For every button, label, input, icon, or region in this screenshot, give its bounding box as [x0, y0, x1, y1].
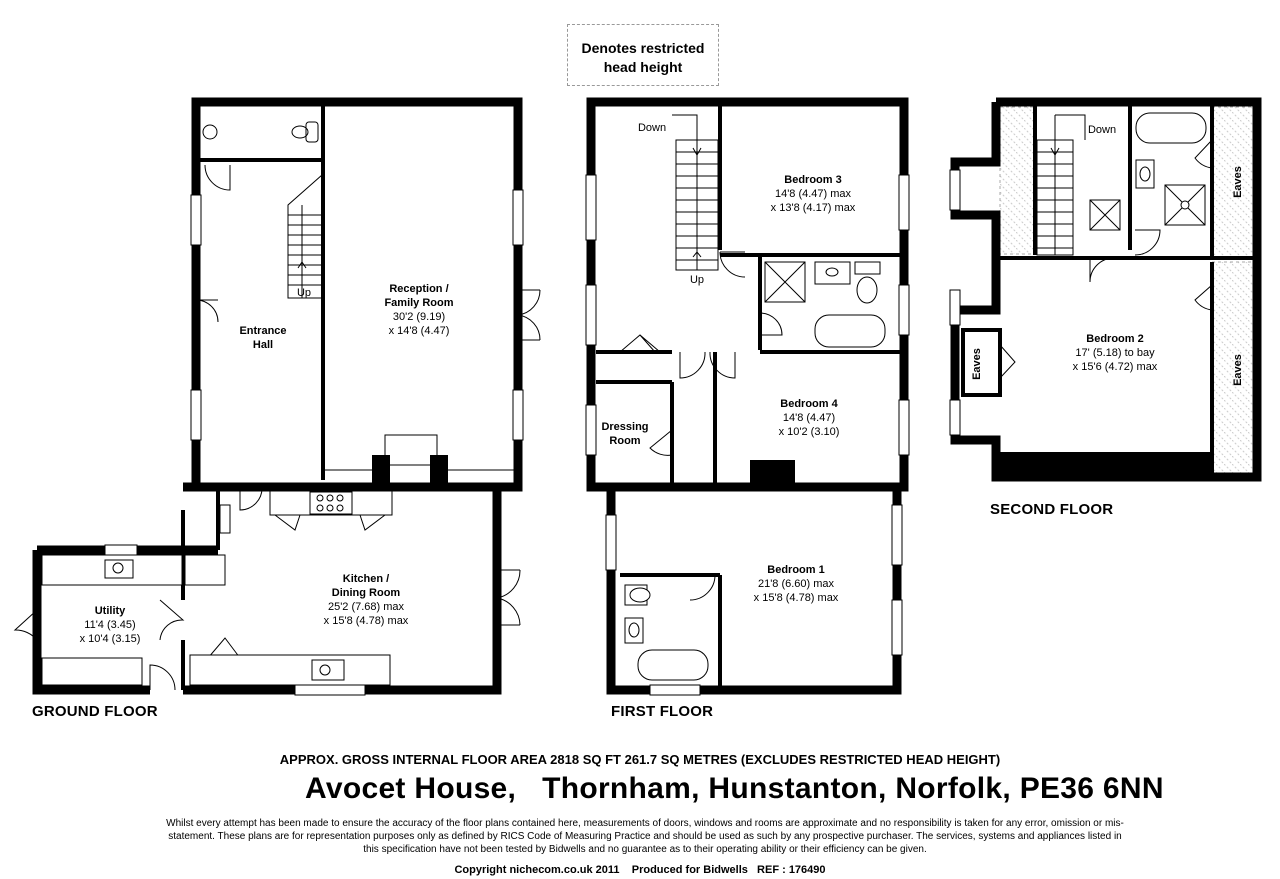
ground-stairs-up-label: Up [296, 287, 312, 299]
second-floor-label: SECOND FLOOR [990, 501, 1114, 518]
bedroom1-dim-2: x 15'8 (4.78) max [753, 592, 839, 604]
bedroom4-name: Bedroom 4 [780, 398, 838, 410]
first-stairs-up-label: Up [689, 274, 705, 286]
bedroom3-dim-1: 14'8 (4.47) max [774, 188, 852, 200]
utility-dim-2: x 10'4 (3.15) [79, 633, 141, 645]
entrance-hall-name-2: Hall [252, 339, 274, 351]
bedroom1-dim-1: 21'8 (6.60) max [757, 578, 835, 590]
disclaimer-text: Whilst every attempt has been made to ensure the accuracy of the floor plans contained here, measurements of doors, windows and rooms are approximate and no responsibility is taken for any error, omission or mis-statement. These plans are for representation purposes only as defined by RICS Code of Measuring Practice and should be used as such by any prospective purchaser. The services, systems and appliances listed in this specification have not been tested by Bidwells and no guarantee as to their operating ability or their efficiency can be given. [166, 818, 1124, 855]
kitchen-dim-1: 25'2 (7.68) max [327, 601, 405, 613]
reception-dim-1: 30'2 (9.19) [392, 311, 446, 323]
reception-name-1: Reception / [389, 283, 449, 295]
reception-dim-2: x 14'8 (4.47) [388, 325, 450, 337]
bedroom2-dim-2: x 15'6 (4.72) max [1072, 361, 1158, 373]
utility-dim-1: 11'4 (3.45) [84, 619, 136, 631]
property-address: Avocet House, Thornham, Hunstanton, Norfolk, PE36 6NN [305, 772, 1164, 805]
bedroom1-name: Bedroom 1 [767, 564, 825, 576]
bedroom3-name: Bedroom 3 [784, 174, 842, 186]
first-floor-label: FIRST FLOOR [611, 703, 714, 720]
kitchen-dim-2: x 15'8 (4.78) max [323, 615, 409, 627]
bedroom4-dim-2: x 10'2 (3.10) [778, 426, 840, 438]
bedroom2-dim-1: 17' (5.18) to bay [1075, 347, 1155, 359]
second-floor-plan [950, 102, 1257, 480]
kitchen-name-1: Kitchen / [342, 573, 390, 585]
eaves-label-upper-right: Eaves [1232, 166, 1244, 198]
legend-line-2: head height [603, 59, 683, 75]
first-floor-plan [586, 102, 909, 695]
dressing-room-name-2: Room [609, 435, 641, 447]
eaves-label-lower-right: Eaves [1232, 354, 1244, 386]
eaves-label-left: Eaves [971, 348, 983, 380]
second-stairs-down-label: Down [1087, 124, 1117, 136]
ground-floor-label: GROUND FLOOR [32, 703, 158, 720]
bedroom4-dim-1: 14'8 (4.47) [782, 412, 836, 424]
legend-line-1: Denotes restricted [581, 40, 705, 56]
restricted-height-legend [567, 24, 719, 86]
entrance-hall-name-1: Entrance [239, 325, 287, 337]
dressing-room-name-1: Dressing [601, 421, 649, 433]
reception-name-2: Family Room [384, 297, 454, 309]
copyright-line: Copyright nichecom.co.uk 2011 Produced for Bidwells REF : 176490 [454, 864, 826, 876]
utility-name: Utility [94, 605, 126, 617]
kitchen-name-2: Dining Room [331, 587, 401, 599]
bedroom2-name: Bedroom 2 [1086, 333, 1144, 345]
gross-area-statement: APPROX. GROSS INTERNAL FLOOR AREA 2818 SQ FT 261.7 SQ METRES (EXCLUDES RESTRICTED HEAD HEIGHT) [279, 752, 1001, 767]
bedroom3-dim-2: x 13'8 (4.17) max [770, 202, 856, 214]
first-stairs-down-label: Down [637, 122, 667, 134]
